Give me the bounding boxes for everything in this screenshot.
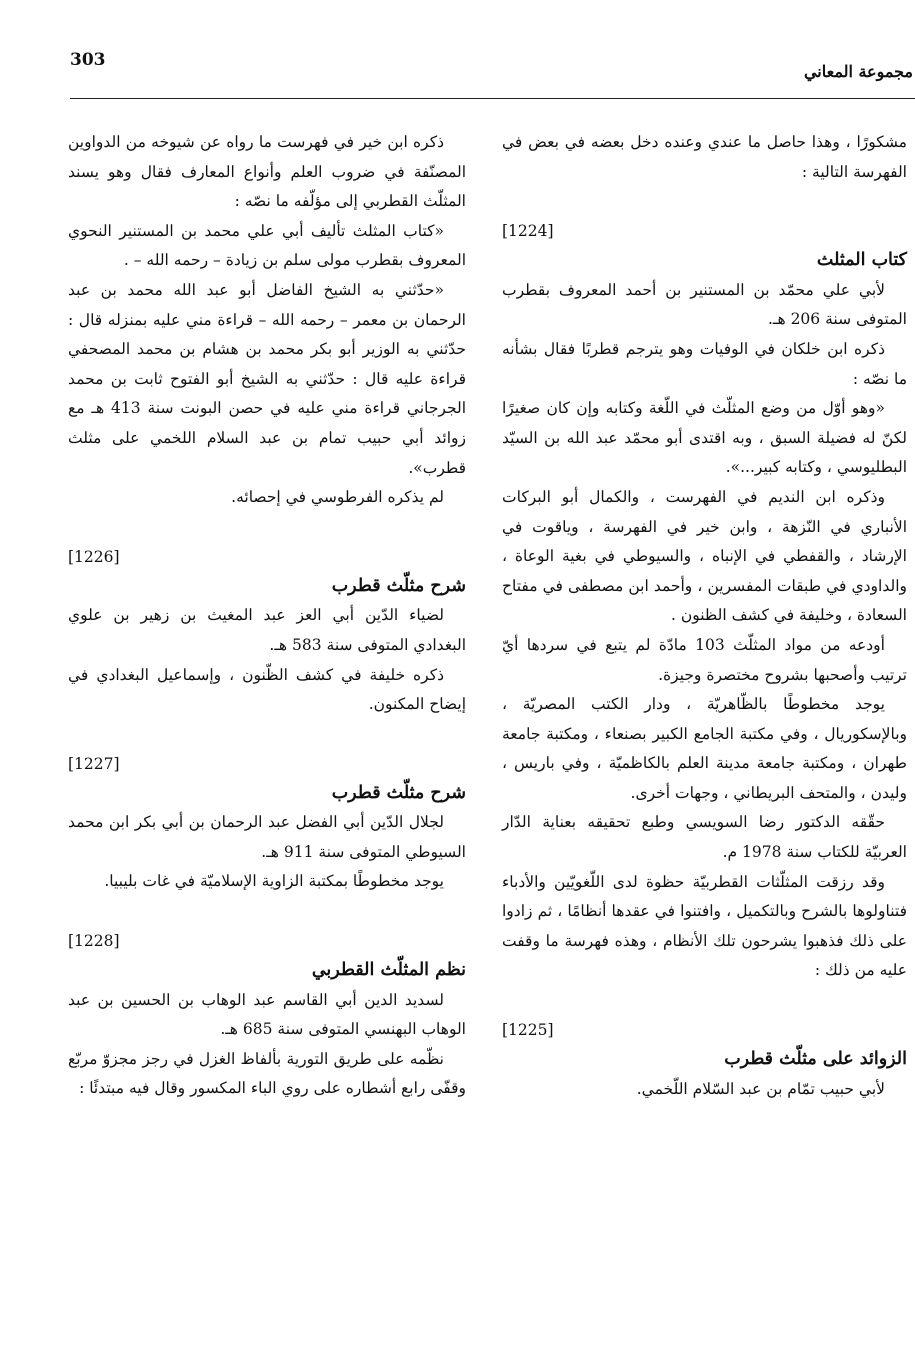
- paragraph: وقد رزقت المثلّثات القطربيّة حظوة لدى اللّغويّين والأدباء فتناولوها بالشرح وبالتكميل ، وافتنوا في عقدها أنظامًا ، ثم زادوا على ذلك فذهبوا يشرحون تلك الأنظام ، وهذه فهرسة ما وقفت عليه من ذلك :: [502, 872, 907, 980]
- page-number: 303: [70, 50, 106, 70]
- paragraph: أودعه من مواد المثلّث 103 مادّة لم يتبع في سردها أيّ ترتيب وأصحبها بشروح مختصرة وجيزة.: [502, 635, 907, 684]
- entry-number: [1228]: [68, 932, 120, 951]
- paragraph: ذكره ابن خير في فهرست ما رواه عن شيوخه من الدواوين المصنّفة في ضروب العلم وأنواع المعارف فقال وهو يسند المثلّث القطربي إلى مؤلّفه ما نصّه :: [68, 133, 466, 211]
- entry-title: شرح مثلّث قطرب: [331, 575, 466, 596]
- entry-title: نظم المثلّث القطربي: [311, 960, 466, 981]
- paragraph: «كتاب المثلث تأليف أبي علي محمد بن المستنير النحوي المعروف بقطرب مولى سلم بن زيادة – رحمه الله – .: [68, 221, 466, 270]
- paragraph: لضياء الدّين أبي العز عبد المغيث بن زهير بن علوي البغدادي المتوفى سنة 583 هـ.: [68, 606, 466, 654]
- entry-number: [1224]: [502, 222, 554, 241]
- paragraph: لسديد الدين أبي القاسم عبد الوهاب بن الحسين بن عبد الوهاب البهنسي المتوفى سنة 685 هـ.: [68, 990, 466, 1039]
- entry-title: كتاب المثلث: [816, 250, 907, 271]
- paragraph: لأبي حبيب تمّام بن عبد السّلام اللّخمي.: [636, 1079, 885, 1098]
- entry-title: شرح مثلّث قطرب: [331, 782, 466, 803]
- running-title: مجموعة المعاني: [803, 62, 913, 81]
- paragraph: يوجد مخطوطًا بالظّاهريّة ، ودار الكتب المصريّة ، وبالإسكوريال ، وفي مكتبة الجامع الكبير بصنعاء ، ومكتبة جامعة طهران ، ومكتبة جامعة مدينة العلم بالكاظميّة ، وفي باريس ، وليدن ، والمتحف البريطاني ، وجهات أخرى.: [502, 695, 907, 802]
- paragraph: ذكره ابن خلكان في الوفيات وهو يترجم قطربًا فقال بشأنه ما نصّه :: [502, 339, 907, 388]
- left-column: [68, 128, 466, 1104]
- entry-number: [1226]: [68, 547, 120, 566]
- paragraph: ذكره خليفة في كشف الظّنون ، وإسماعيل البغدادي في إيضاح المكنون.: [68, 665, 466, 714]
- paragraph: لجلال الدّين أبي الفضل عبد الرحمان بن أبي بكر ابن محمد السيوطي المتوفى سنة 911 هـ.: [68, 813, 466, 861]
- paragraph: يوجد مخطوطًا بمكتبة الزاوية الإسلاميّة في غات بليبيا.: [104, 872, 444, 891]
- paragraph: لأبي علي محمّد بن المستنير بن أحمد المعروف بقطرب المتوفى سنة 206 هـ.: [502, 280, 907, 329]
- header-rule: [70, 98, 915, 99]
- right-column: [502, 128, 907, 1104]
- paragraph: نظّمه على طريق التورية بألفاظ الغزل في رجز مجزوّ مربّع وقفّى رابع أشطاره على روي الباء المكسور وقال فيه مبتدئًا :: [68, 1049, 466, 1098]
- paragraph: «وهو أوّل من وضع المثلّث في اللّغة وكتابه وإن كان صغيرًا لكنّ له فضيلة السبق ، وبه اقتدى أبو محمّد عبد الله بن السيّد البطليوسي ، وكتابه كبير...».: [502, 399, 907, 477]
- paragraph: وذكره ابن النديم في الفهرست ، والكمال أبو البركات الأنباري في النّزهة ، وابن خير في الفهرسة ، وياقوت في الإرشاد ، والقفطي في الإنباه ، والسيوطي في بغية الوعاة ، والداودي في طبقات المفسرين ، وأحمد ابن مصطفى في مفتاح السعادة ، وخليفة في كشف الظنون .: [502, 487, 907, 625]
- entry-number: [1227]: [68, 754, 120, 773]
- entry-number: [1225]: [502, 1021, 554, 1040]
- paragraph: حقّقه الدكتور رضا السويسي وطبع تحقيقه بعناية الدّار العربيّة للكتاب سنة 1978 م.: [502, 813, 907, 862]
- paragraph: لم يذكره الفرطوسي في إحصائه.: [231, 488, 444, 507]
- page-header: [70, 40, 915, 100]
- entry-title: الزوائد على مثلّث قطرب: [724, 1049, 907, 1070]
- paragraph: «حدّثني به الشيخ الفاضل أبو عبد الله محمد بن عبد الرحمان بن معمر – رحمه الله – قراءة مني عليه بمنزله قال : حدّثني به الوزير أبو بكر محمد بن هشام بن محمد المصحفي قراءة عليه قال : حدّثني به الشيخ أبو الفتوح ثابت بن محمد الجرجاني قراءة مني عليه في حصن البونت سنة 413 هـ مع زوائد أبي حبيب تمام بن عبد السلام اللخمي على مثلث قطرب».: [68, 280, 467, 477]
- paragraph: مشكورًا ، وهذا حاصل ما عندي وعنده دخل بعضه في بعض في الفهرسة التالية :: [502, 133, 907, 181]
